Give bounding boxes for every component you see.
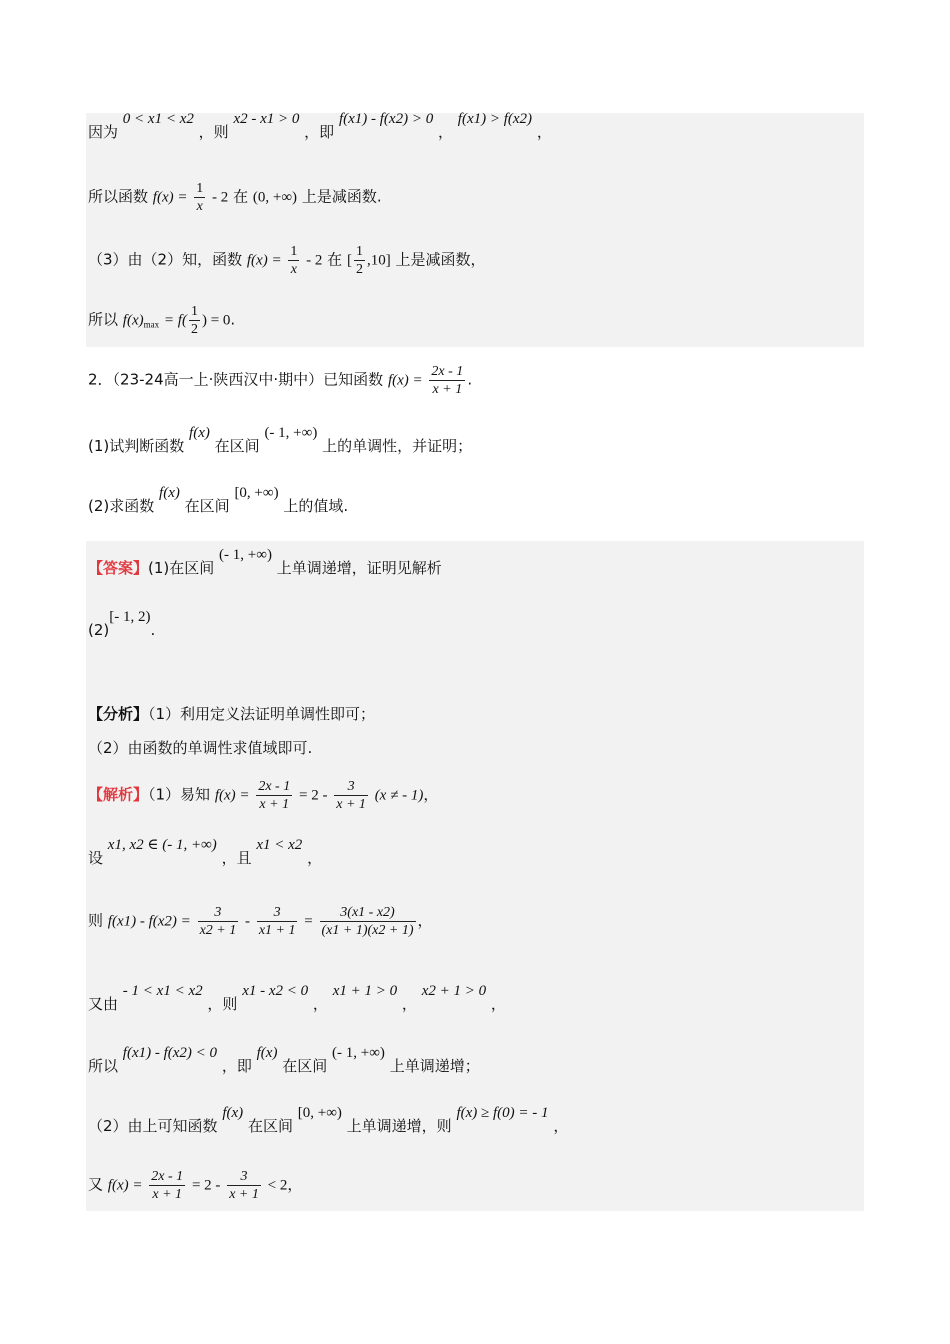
analysis-line1: 【分析】（1）利用定义法证明单调性即可； <box>88 705 376 723</box>
block1-line1: 因为 0 < x1 < x2 ，则 x2 - x1 > 0 ，即 f(x1) - f(x2) > 0 ， f(x1) > f(x2) ， <box>88 111 552 141</box>
fraction: $\frac{3(x1 - x2)}{(x1 + 1)(x2 + 1)}$ <box>321 905 414 938</box>
question-2-stem: 2．（23-24高一上·陕西汉中·期中）已知函数 f(x) = $\frac{2x - 1}{x + 1}$ . <box>88 364 473 397</box>
solution-line1: 【解析】（1）易知 f(x) = $\frac{2x - 1}{x + 1}$ = 2 - $\frac{3}{x + 1}$ (x ≠ - 1)， <box>88 779 439 812</box>
solution-line2: 设 x1, x2 ∈ (- 1, +∞) ，且 x1 < x2 ， <box>88 837 323 867</box>
analysis-line2: （2）由函数的单调性求值域即可. <box>88 739 313 757</box>
fraction: $\frac{2x - 1}{x + 1}$ <box>258 779 291 812</box>
fraction: $\frac{1}{x}$ <box>196 181 204 214</box>
solution-line5: 所以 f(x1) - f(x2) < 0 ，即 f(x) 在区间 (- 1, +∞) 上单调递增； <box>88 1045 480 1075</box>
fraction: $\frac{1}{2}$ <box>355 244 363 277</box>
solution-line7: 又 f(x) = $\frac{2x - 1}{x + 1}$ = 2 - $\frac{3}{x + 1}$ < 2， <box>88 1169 303 1202</box>
answer-line1: 【答案】(1)在区间 (- 1, +∞) 上单调递增，证明见解析 <box>88 547 442 577</box>
fraction: $\frac{1}{x}$ <box>290 244 298 277</box>
fraction: $\frac{3}{x2 + 1}$ <box>199 905 237 938</box>
question-2-part1: (1)试判断函数 f(x) 在区间 (- 1, +∞) 上的单调性，并证明； <box>88 425 473 455</box>
fraction: $\frac{3}{x + 1}$ <box>336 779 366 812</box>
fraction: $\frac{2x - 1}{x + 1}$ <box>431 364 464 397</box>
fraction: $\frac{1}{2}$ <box>190 304 198 337</box>
block1-line3: （3）由（2）知，函数 f(x) = $\frac{1}{x}$ - 2 在 [ $\frac{1}{2}$ ,10] 上是减函数， <box>88 244 486 277</box>
analysis-tag: 【分析】 <box>88 705 149 723</box>
block1-line2: 所以函数 f(x) = $\frac{1}{x}$ - 2 在 (0, +∞) 上是减函数. <box>88 181 382 214</box>
solution-line6: （2）由上可知函数 f(x) 在区间 [0, +∞) 上单调递增，则 f(x) ≥ f(0) = - 1 ， <box>88 1105 569 1135</box>
fraction: $\frac{3}{x1 + 1}$ <box>258 905 296 938</box>
solution-line3: 则 f(x1) - f(x2) = $\frac{3}{x2 + 1}$ - $\frac{3}{x1 + 1}$ = $\frac{3(x1 - x2)}{(x1 + 1)(x2 + 1)}$ ， <box>88 905 433 938</box>
solution-line4: 又由 - 1 < x1 < x2 ，则 x1 - x2 < 0 ， x1 + 1 > 0 ， x2 + 1 > 0 ， <box>88 983 506 1013</box>
fraction: $\frac{2x - 1}{x + 1}$ <box>151 1169 184 1202</box>
solution-tag: 【解析】 <box>88 785 149 804</box>
answer-line2: (2)[- 1, 2). <box>88 609 156 639</box>
answer-tag: 【答案】 <box>88 559 149 577</box>
block1-line4: 所以 $f(x)_{max} = f$( $\frac{1}{2}$ ) = 0. <box>88 304 236 337</box>
fraction: $\frac{3}{x + 1}$ <box>229 1169 259 1202</box>
question-2-part2: (2)求函数 f(x) 在区间 [0, +∞) 上的值域. <box>88 485 349 515</box>
